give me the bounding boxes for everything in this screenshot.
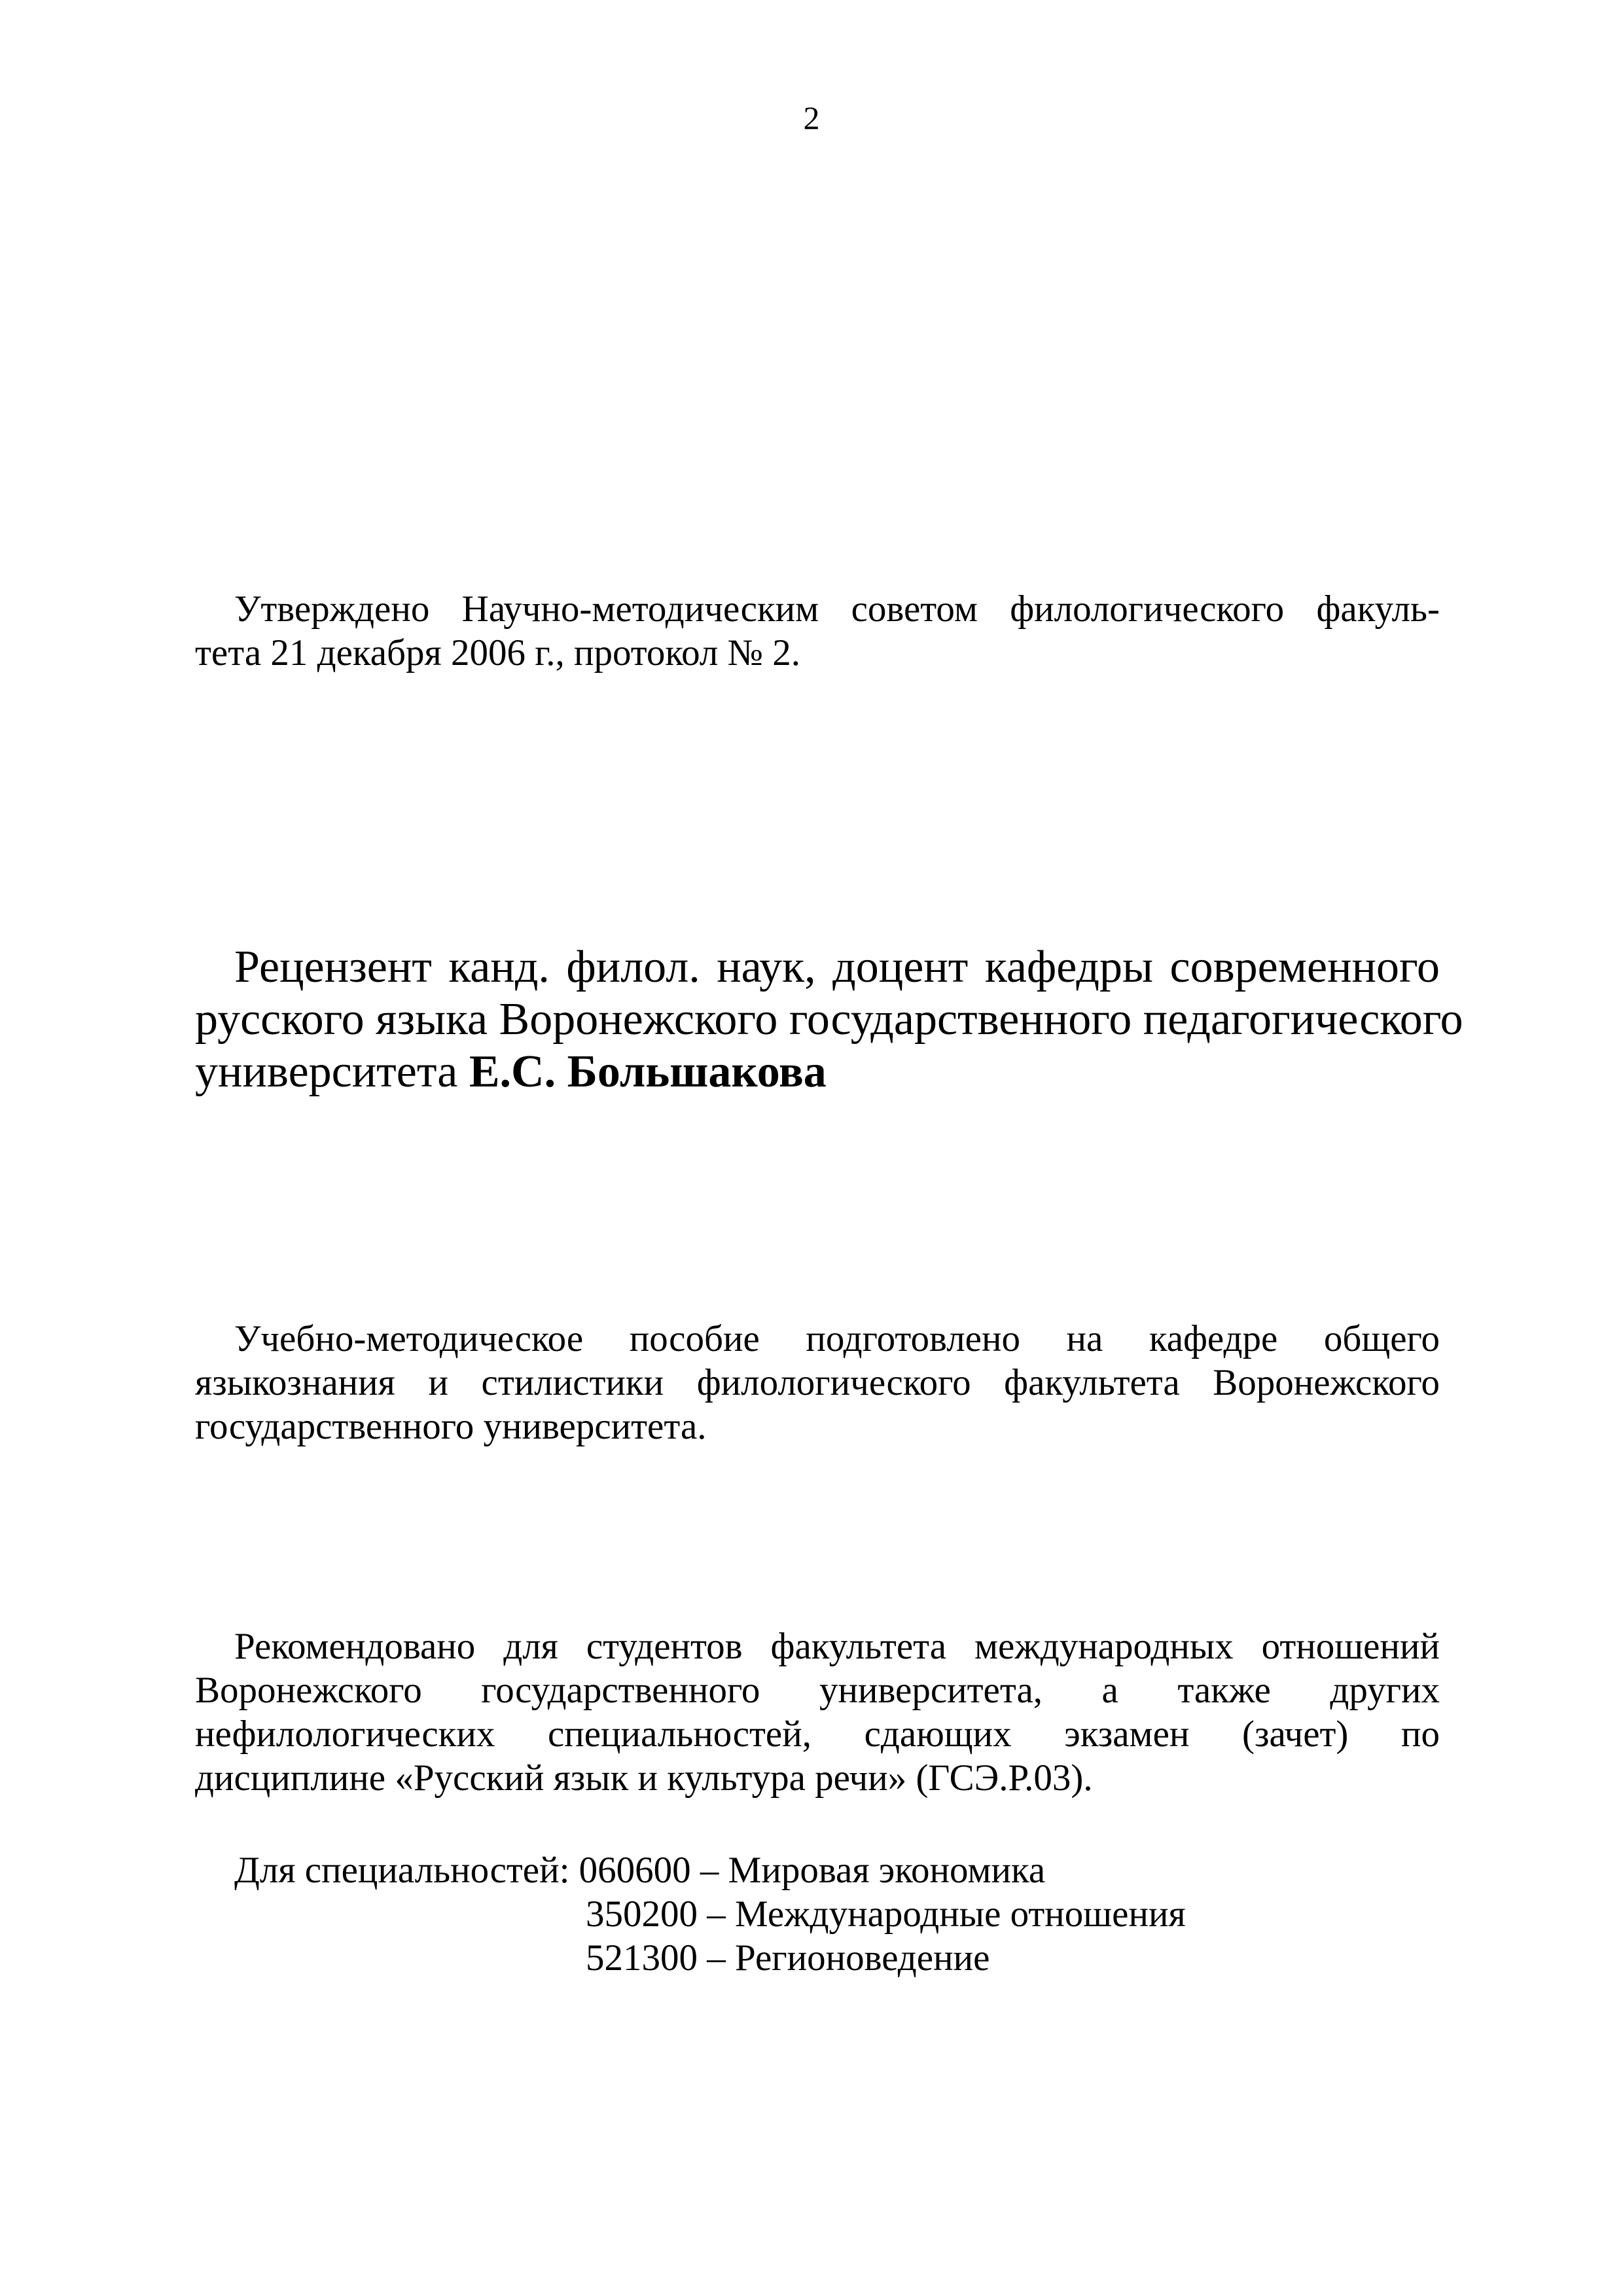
prepared-paragraph: [195, 1317, 1440, 1448]
prepared-line-1: Учебно-методическое пособие подготовлено на кафедре общего: [234, 1318, 1440, 1359]
prepared-line-3: государственного университета.: [195, 1406, 707, 1447]
reviewer-line-2: русского языка Воронежского государственного педагогического: [195, 994, 1463, 1045]
specialty-item: 060600 – Мировая экономика: [579, 1850, 1046, 1891]
reviewer-prefix: университета: [195, 1047, 469, 1097]
specialties-list: [234, 1848, 1186, 1980]
reviewer-line-1: Рецензент канд. филол. наук, доцент кафедры современного: [234, 942, 1440, 992]
recommended-line-4: дисциплине «Русский язык и культура речи» (ГСЭ.Р.03).: [195, 1757, 1093, 1799]
prepared-line-2: языкознания и стилистики филологического факультета Воронежского: [195, 1362, 1440, 1403]
recommended-paragraph: [195, 1624, 1440, 1800]
recommended-line-3: нефилологических специальностей, сдающих экзамен (зачет) по: [195, 1713, 1440, 1755]
recommended-line-1: Рекомендовано для студентов факультета международных отношений: [234, 1626, 1440, 1667]
reviewer-name: Е.С. Большакова: [469, 1047, 827, 1097]
approval-line-2: тета 21 декабря 2006 г., протокол № 2.: [195, 632, 800, 673]
specialty-row-2: 350200 – Международные отношения: [586, 1893, 1186, 1935]
reviewer-paragraph: [195, 941, 1463, 1098]
specialty-row-1: [234, 1848, 1186, 1892]
page-number: 2: [803, 99, 820, 136]
reviewer-line-3: [195, 1046, 1440, 1098]
specialty-row-3: 521300 – Регионоведение: [586, 1937, 990, 1979]
specialties-label: Для специальностей:: [234, 1850, 579, 1891]
recommended-line-2: Воронежского государственного университета, а также других: [195, 1670, 1440, 1711]
approval-line-1: Утверждено Научно-методическим советом филологического факуль-: [234, 588, 1440, 630]
approval-paragraph: [195, 587, 1440, 675]
